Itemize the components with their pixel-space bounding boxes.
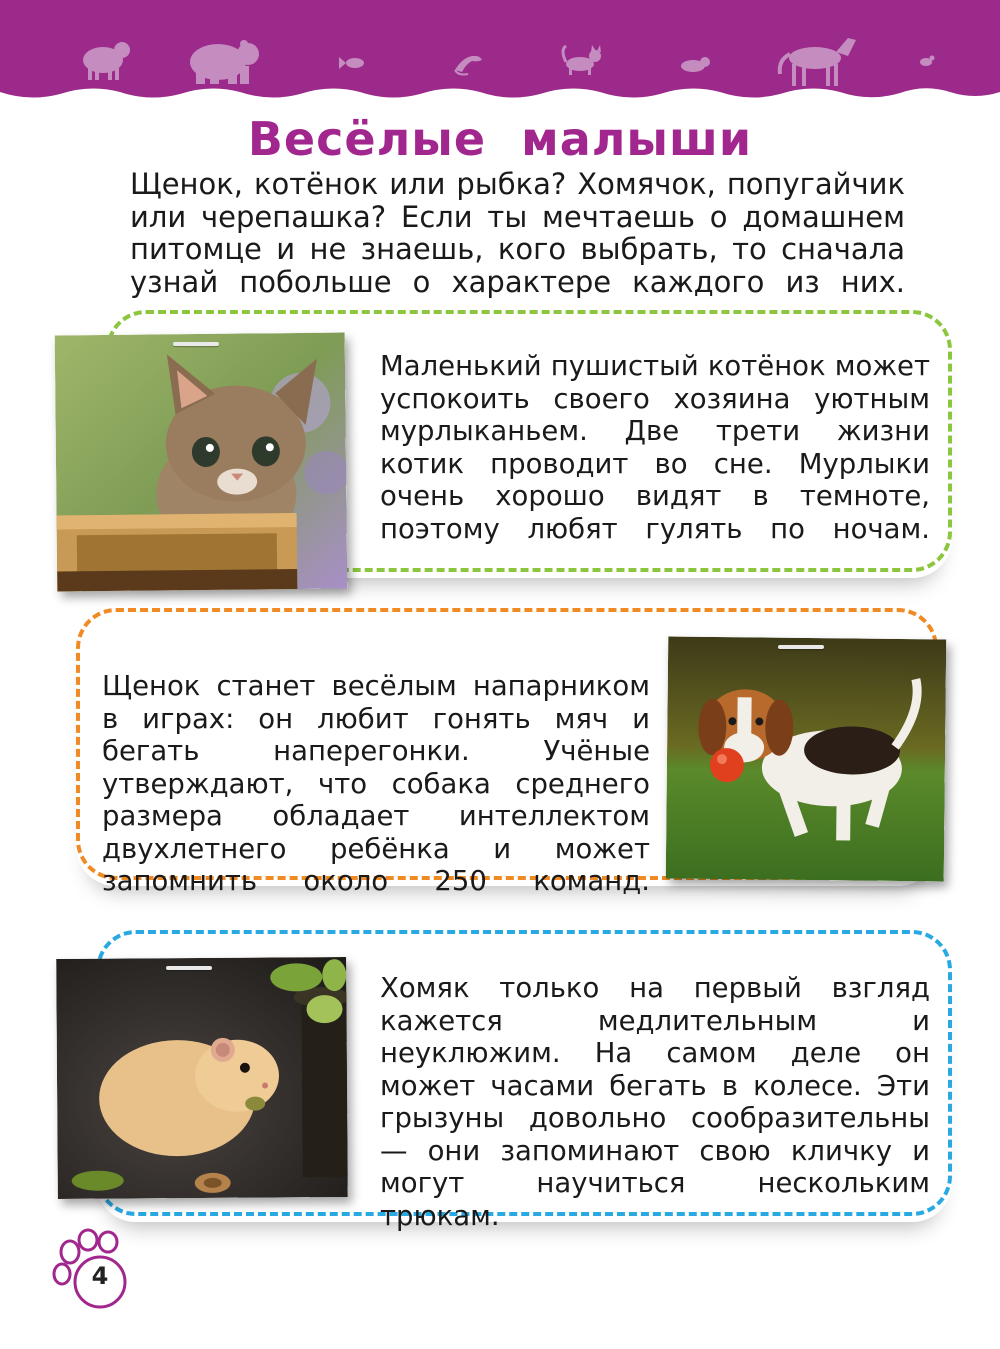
photo-tape: [166, 966, 212, 970]
page-number: 4: [91, 1262, 109, 1290]
photo-tape: [778, 645, 824, 649]
header-band: [0, 0, 1000, 110]
kitten-photo: [55, 332, 348, 591]
intro-paragraph: Щенок, котёнок или рыбка? Хомячок, попугайчик или черепашка? Если ты мечтаешь о домашнем питомце и не знаешь, кого выбрать, то сначала узнай побольше о характере каждого из них.: [130, 167, 905, 299]
hamster-photo: [56, 957, 348, 1199]
page-title: Весёлые малыши: [247, 112, 753, 166]
photo-tape: [173, 342, 219, 346]
card-hamster-text: Хомяк только на первый взгляд кажется медлительным и неуклюжим. На самом деле он может часами бегать в колесе. Эти грызуны довольно сообразительны — они запоминают свою кличку и могут научиться нескольким трюкам.: [380, 972, 930, 1232]
puppy-photo: [666, 637, 947, 882]
card-kitten-text: Маленький пушистый котёнок может успокоить своего хозяина уютным мурлыканьем. Две трети жизни котик проводит во сне. Мурлыки очень хорошо видят в темноте, поэтому любят гулять по ночам.: [380, 350, 930, 545]
card-puppy-text: Щенок станет весёлым напарником в играх: он любит гонять мяч и бегать наперегонки. Учёные утверждают, что собака среднего размера обладает интеллектом двухлетнего ребёнка и может запомнить около 250 команд.: [102, 670, 650, 897]
